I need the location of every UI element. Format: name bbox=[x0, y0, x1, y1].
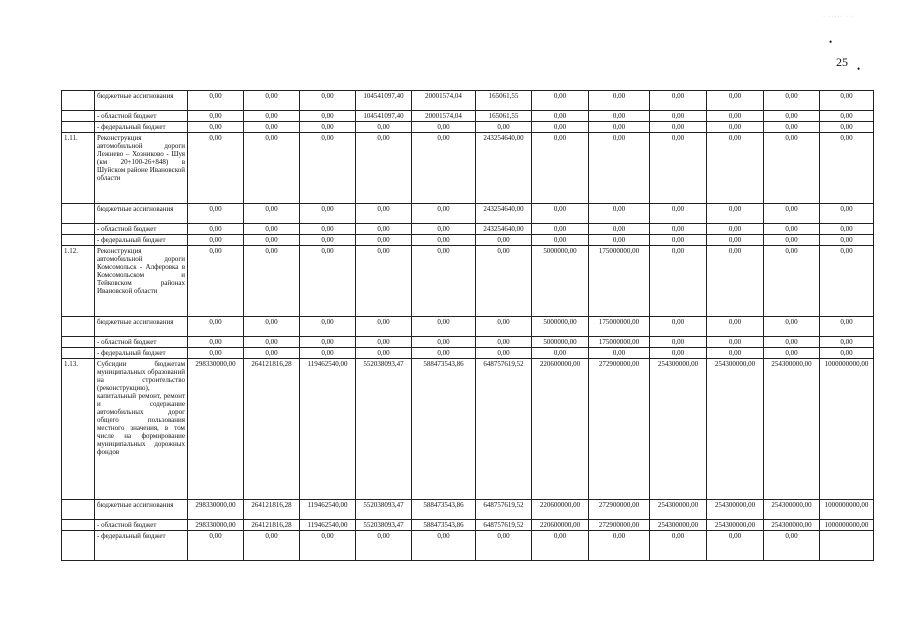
value-cell: 0,00 bbox=[412, 348, 476, 359]
value-cell: 243254640,00 bbox=[476, 133, 532, 204]
row-index bbox=[62, 337, 95, 348]
value-cell: 0,00 bbox=[589, 133, 650, 204]
value-cell: 272900000,00 bbox=[589, 520, 650, 531]
value-cell: 254300000,00 bbox=[764, 520, 820, 531]
row-index bbox=[62, 317, 95, 337]
value-cell: 0,00 bbox=[764, 133, 820, 204]
value-cell: 0,00 bbox=[650, 317, 707, 337]
value-cell: 0,00 bbox=[188, 133, 244, 204]
table-row-sub bbox=[62, 235, 874, 246]
value-cell: 0,00 bbox=[244, 111, 300, 122]
value-cell: 0,00 bbox=[244, 224, 300, 235]
value-cell: 0,00 bbox=[188, 224, 244, 235]
budget-table bbox=[61, 90, 874, 561]
value-cell: 0,00 bbox=[188, 91, 244, 111]
value-cell: 0,00 bbox=[300, 122, 356, 133]
value-cell: 0,00 bbox=[244, 317, 300, 337]
value-cell: 272900000,00 bbox=[589, 359, 650, 500]
value-cell: 0,00 bbox=[650, 133, 707, 204]
value-cell: 0,00 bbox=[244, 337, 300, 348]
table-row-sub bbox=[62, 337, 874, 348]
value-cell: 0,00 bbox=[650, 122, 707, 133]
table-row-item bbox=[62, 246, 874, 317]
value-cell: 0,00 bbox=[412, 317, 476, 337]
row-index bbox=[62, 224, 95, 235]
table-row-sub bbox=[62, 224, 874, 235]
budget-source-label: - областной бюджет bbox=[95, 224, 188, 235]
value-cell: 0,00 bbox=[412, 246, 476, 317]
value-cell: 0,00 bbox=[412, 204, 476, 224]
value-cell: 0,00 bbox=[532, 348, 589, 359]
value-cell: 1000000000,00 bbox=[820, 500, 874, 520]
value-cell: 0,00 bbox=[356, 337, 412, 348]
value-cell: 0,00 bbox=[244, 133, 300, 204]
value-cell: 20001574,04 bbox=[412, 91, 476, 111]
value-cell: 0,00 bbox=[707, 337, 764, 348]
value-cell: 0,00 bbox=[300, 337, 356, 348]
value-cell: 0,00 bbox=[764, 317, 820, 337]
value-cell: 0,00 bbox=[820, 111, 874, 122]
value-cell: 0,00 bbox=[356, 204, 412, 224]
value-cell: 175000000,00 bbox=[589, 337, 650, 348]
value-cell: 552038093,47 bbox=[356, 500, 412, 520]
budget-source-label: - областной бюджет bbox=[95, 337, 188, 348]
item-description: Субсидии бюджетам муниципальных образований на строительство (реконструкцию), капитальный ремонт, ремонт и содержание автомобильных дорог общего пользования местного значения, в том числе на формирование муниципальных дорожных фондов bbox=[95, 359, 188, 500]
value-cell: 0,00 bbox=[589, 531, 650, 561]
value-cell: 0,00 bbox=[764, 531, 820, 561]
value-cell: 0,00 bbox=[820, 348, 874, 359]
budget-source-label: - федеральный бюджет bbox=[95, 235, 188, 246]
value-cell: 298330000,00 bbox=[188, 359, 244, 500]
value-cell: 0,00 bbox=[820, 337, 874, 348]
value-cell: 243254640,00 bbox=[476, 224, 532, 235]
value-cell: 0,00 bbox=[707, 235, 764, 246]
value-cell: 0,00 bbox=[650, 224, 707, 235]
value-cell: 588473543,86 bbox=[412, 359, 476, 500]
value-cell: 0,00 bbox=[412, 122, 476, 133]
value-cell: 298330000,00 bbox=[188, 500, 244, 520]
value-cell: 0,00 bbox=[707, 122, 764, 133]
row-index: 1.12. bbox=[62, 246, 95, 317]
value-cell: 0,00 bbox=[764, 91, 820, 111]
value-cell: 5000000,00 bbox=[532, 246, 589, 317]
value-cell: 0,00 bbox=[532, 204, 589, 224]
value-cell: 0,00 bbox=[707, 111, 764, 122]
value-cell: 0,00 bbox=[707, 531, 764, 561]
value-cell: 0,00 bbox=[532, 133, 589, 204]
value-cell: 0,00 bbox=[188, 317, 244, 337]
value-cell: 0,00 bbox=[476, 531, 532, 561]
value-cell: 0,00 bbox=[650, 337, 707, 348]
table-row-sub bbox=[62, 500, 874, 520]
value-cell: 254300000,00 bbox=[707, 520, 764, 531]
value-cell: 264121816,28 bbox=[244, 359, 300, 500]
value-cell: 0,00 bbox=[476, 235, 532, 246]
value-cell: 298330000,00 bbox=[188, 520, 244, 531]
budget-source-label: - областной бюджет bbox=[95, 111, 188, 122]
value-cell: 272900000,00 bbox=[589, 500, 650, 520]
value-cell: 0,00 bbox=[244, 235, 300, 246]
value-cell: 254300000,00 bbox=[707, 500, 764, 520]
value-cell: 5000000,00 bbox=[532, 317, 589, 337]
value-cell: 119462540,00 bbox=[300, 520, 356, 531]
value-cell: 0,00 bbox=[650, 91, 707, 111]
value-cell: 0,00 bbox=[650, 531, 707, 561]
value-cell: 254300000,00 bbox=[650, 500, 707, 520]
scan-dot: • bbox=[857, 64, 861, 74]
row-index bbox=[62, 500, 95, 520]
value-cell: 0,00 bbox=[532, 111, 589, 122]
value-cell: 220600000,00 bbox=[532, 359, 589, 500]
value-cell: 0,00 bbox=[589, 235, 650, 246]
value-cell: 0,00 bbox=[188, 235, 244, 246]
value-cell: 0,00 bbox=[650, 246, 707, 317]
budget-source-label: бюджетные ассигнования bbox=[95, 91, 188, 111]
value-cell: 0,00 bbox=[300, 246, 356, 317]
scan-dot: • bbox=[829, 37, 833, 47]
value-cell: 0,00 bbox=[532, 235, 589, 246]
value-cell: 220600000,00 bbox=[532, 520, 589, 531]
value-cell: 104541097,40 bbox=[356, 91, 412, 111]
value-cell: 165061,55 bbox=[476, 91, 532, 111]
value-cell: 0,00 bbox=[589, 348, 650, 359]
value-cell: 0,00 bbox=[764, 224, 820, 235]
value-cell: 0,00 bbox=[820, 133, 874, 204]
value-cell: 0,00 bbox=[707, 204, 764, 224]
value-cell: 0,00 bbox=[244, 531, 300, 561]
item-description: Реконструкция автомобильной дороги Лежнево – Хозниково - Шуя (км 20+100-26+848) в Шуйском районе Ивановской области bbox=[95, 133, 188, 204]
value-cell: 0,00 bbox=[244, 204, 300, 224]
table-row-item bbox=[62, 359, 874, 500]
value-cell: 0,00 bbox=[300, 204, 356, 224]
value-cell: 0,00 bbox=[820, 122, 874, 133]
value-cell: 254300000,00 bbox=[764, 500, 820, 520]
value-cell: 1000000000,00 bbox=[820, 359, 874, 500]
table-row-sub bbox=[62, 520, 874, 531]
table-row-sub bbox=[62, 122, 874, 133]
value-cell: 0,00 bbox=[764, 111, 820, 122]
value-cell: 0,00 bbox=[532, 91, 589, 111]
value-cell: 0,00 bbox=[764, 235, 820, 246]
value-cell: 0,00 bbox=[300, 317, 356, 337]
row-index bbox=[62, 122, 95, 133]
value-cell: 0,00 bbox=[300, 133, 356, 204]
value-cell: 0,00 bbox=[589, 91, 650, 111]
value-cell: 0,00 bbox=[188, 348, 244, 359]
budget-source-label: - федеральный бюджет bbox=[95, 122, 188, 133]
value-cell: 0,00 bbox=[764, 337, 820, 348]
value-cell: 0,00 bbox=[300, 235, 356, 246]
value-cell: 20001574,04 bbox=[412, 111, 476, 122]
value-cell: 0,00 bbox=[820, 246, 874, 317]
value-cell: 0,00 bbox=[244, 246, 300, 317]
table-row-sub bbox=[62, 204, 874, 224]
value-cell: 0,00 bbox=[188, 111, 244, 122]
value-cell: 0,00 bbox=[820, 91, 874, 111]
value-cell: 0,00 bbox=[356, 122, 412, 133]
value-cell: 0,00 bbox=[764, 348, 820, 359]
value-cell: 220600000,00 bbox=[532, 500, 589, 520]
value-cell: 0,00 bbox=[820, 204, 874, 224]
value-cell: 0,00 bbox=[650, 204, 707, 224]
budget-source-label: - федеральный бюджет bbox=[95, 348, 188, 359]
value-cell: 254300000,00 bbox=[650, 359, 707, 500]
value-cell: 0,00 bbox=[820, 317, 874, 337]
corner-mark: · ····· ··· bbox=[823, 14, 855, 20]
value-cell bbox=[820, 531, 874, 561]
table-row-sub bbox=[62, 111, 874, 122]
value-cell: 0,00 bbox=[820, 224, 874, 235]
value-cell: 5000000,00 bbox=[532, 337, 589, 348]
value-cell: 254300000,00 bbox=[707, 359, 764, 500]
value-cell: 0,00 bbox=[764, 122, 820, 133]
row-index: 1.13. bbox=[62, 359, 95, 500]
table-row-sub bbox=[62, 317, 874, 337]
table-row-sub bbox=[62, 348, 874, 359]
value-cell: 0,00 bbox=[589, 111, 650, 122]
value-cell: 0,00 bbox=[532, 531, 589, 561]
value-cell: 0,00 bbox=[476, 317, 532, 337]
row-index bbox=[62, 531, 95, 561]
value-cell: 0,00 bbox=[356, 348, 412, 359]
value-cell: 0,00 bbox=[412, 133, 476, 204]
value-cell: 0,00 bbox=[244, 91, 300, 111]
budget-source-label: - федеральный бюджет bbox=[95, 531, 188, 561]
value-cell: 104541097,40 bbox=[356, 111, 412, 122]
row-index: 1.11. bbox=[62, 133, 95, 204]
table-row-sub bbox=[62, 91, 874, 111]
row-index bbox=[62, 111, 95, 122]
value-cell: 0,00 bbox=[412, 337, 476, 348]
value-cell: 0,00 bbox=[188, 204, 244, 224]
value-cell: 0,00 bbox=[764, 246, 820, 317]
value-cell: 1000000000,00 bbox=[820, 520, 874, 531]
value-cell: 0,00 bbox=[707, 317, 764, 337]
value-cell: 264121816,28 bbox=[244, 500, 300, 520]
value-cell: 175000000,00 bbox=[589, 317, 650, 337]
value-cell: 0,00 bbox=[300, 348, 356, 359]
row-index bbox=[62, 520, 95, 531]
value-cell: 0,00 bbox=[244, 348, 300, 359]
value-cell: 0,00 bbox=[707, 348, 764, 359]
value-cell: 0,00 bbox=[589, 204, 650, 224]
value-cell: 0,00 bbox=[356, 133, 412, 204]
row-index bbox=[62, 204, 95, 224]
table-row-sub bbox=[62, 531, 874, 561]
value-cell: 552038093,47 bbox=[356, 359, 412, 500]
value-cell: 0,00 bbox=[532, 224, 589, 235]
value-cell: 0,00 bbox=[188, 246, 244, 317]
value-cell: 0,00 bbox=[244, 122, 300, 133]
value-cell: 0,00 bbox=[650, 235, 707, 246]
value-cell: 0,00 bbox=[356, 224, 412, 235]
budget-source-label: бюджетные ассигнования bbox=[95, 204, 188, 224]
value-cell: 0,00 bbox=[412, 531, 476, 561]
table-row-item bbox=[62, 133, 874, 204]
value-cell: 0,00 bbox=[476, 246, 532, 317]
value-cell: 0,00 bbox=[300, 91, 356, 111]
value-cell: 0,00 bbox=[188, 122, 244, 133]
value-cell: 0,00 bbox=[356, 246, 412, 317]
value-cell: 0,00 bbox=[476, 337, 532, 348]
value-cell: 175000000,00 bbox=[589, 246, 650, 317]
budget-source-label: - областной бюджет bbox=[95, 520, 188, 531]
value-cell: 0,00 bbox=[589, 224, 650, 235]
value-cell: 119462540,00 bbox=[300, 500, 356, 520]
value-cell: 648757619,52 bbox=[476, 520, 532, 531]
value-cell: 165061,55 bbox=[476, 111, 532, 122]
value-cell: 0,00 bbox=[532, 122, 589, 133]
value-cell: 588473543,86 bbox=[412, 520, 476, 531]
value-cell: 0,00 bbox=[707, 224, 764, 235]
value-cell: 0,00 bbox=[707, 246, 764, 317]
value-cell: 119462540,00 bbox=[300, 359, 356, 500]
value-cell: 0,00 bbox=[188, 337, 244, 348]
row-index bbox=[62, 235, 95, 246]
value-cell: 0,00 bbox=[589, 122, 650, 133]
value-cell: 0,00 bbox=[300, 111, 356, 122]
page-number: 25 bbox=[836, 55, 848, 69]
row-index bbox=[62, 348, 95, 359]
value-cell: 254300000,00 bbox=[650, 520, 707, 531]
value-cell: 588473543,86 bbox=[412, 500, 476, 520]
value-cell: 0,00 bbox=[356, 235, 412, 246]
value-cell: 0,00 bbox=[188, 531, 244, 561]
value-cell: 552038093,47 bbox=[356, 520, 412, 531]
value-cell: 0,00 bbox=[356, 531, 412, 561]
value-cell: 264121816,28 bbox=[244, 520, 300, 531]
budget-source-label: бюджетные ассигнования bbox=[95, 317, 188, 337]
row-index bbox=[62, 91, 95, 111]
value-cell: 0,00 bbox=[476, 348, 532, 359]
value-cell: 0,00 bbox=[356, 317, 412, 337]
value-cell: 0,00 bbox=[707, 133, 764, 204]
value-cell: 0,00 bbox=[707, 91, 764, 111]
value-cell: 0,00 bbox=[412, 235, 476, 246]
value-cell: 0,00 bbox=[300, 531, 356, 561]
value-cell: 0,00 bbox=[764, 204, 820, 224]
budget-source-label: бюджетные ассигнования bbox=[95, 500, 188, 520]
value-cell: 0,00 bbox=[412, 224, 476, 235]
value-cell: 254300000,00 bbox=[764, 359, 820, 500]
value-cell: 0,00 bbox=[650, 348, 707, 359]
value-cell: 648757619,52 bbox=[476, 359, 532, 500]
item-description: Реконструкция автомобильной дороги Комсомольск - Алферовка в Комсомольском и Тейковском районах Ивановской области bbox=[95, 246, 188, 317]
value-cell: 648757619,52 bbox=[476, 500, 532, 520]
value-cell: 0,00 bbox=[650, 111, 707, 122]
value-cell: 0,00 bbox=[300, 224, 356, 235]
value-cell: 0,00 bbox=[820, 235, 874, 246]
value-cell: 243254640,00 bbox=[476, 204, 532, 224]
value-cell: 0,00 bbox=[476, 122, 532, 133]
